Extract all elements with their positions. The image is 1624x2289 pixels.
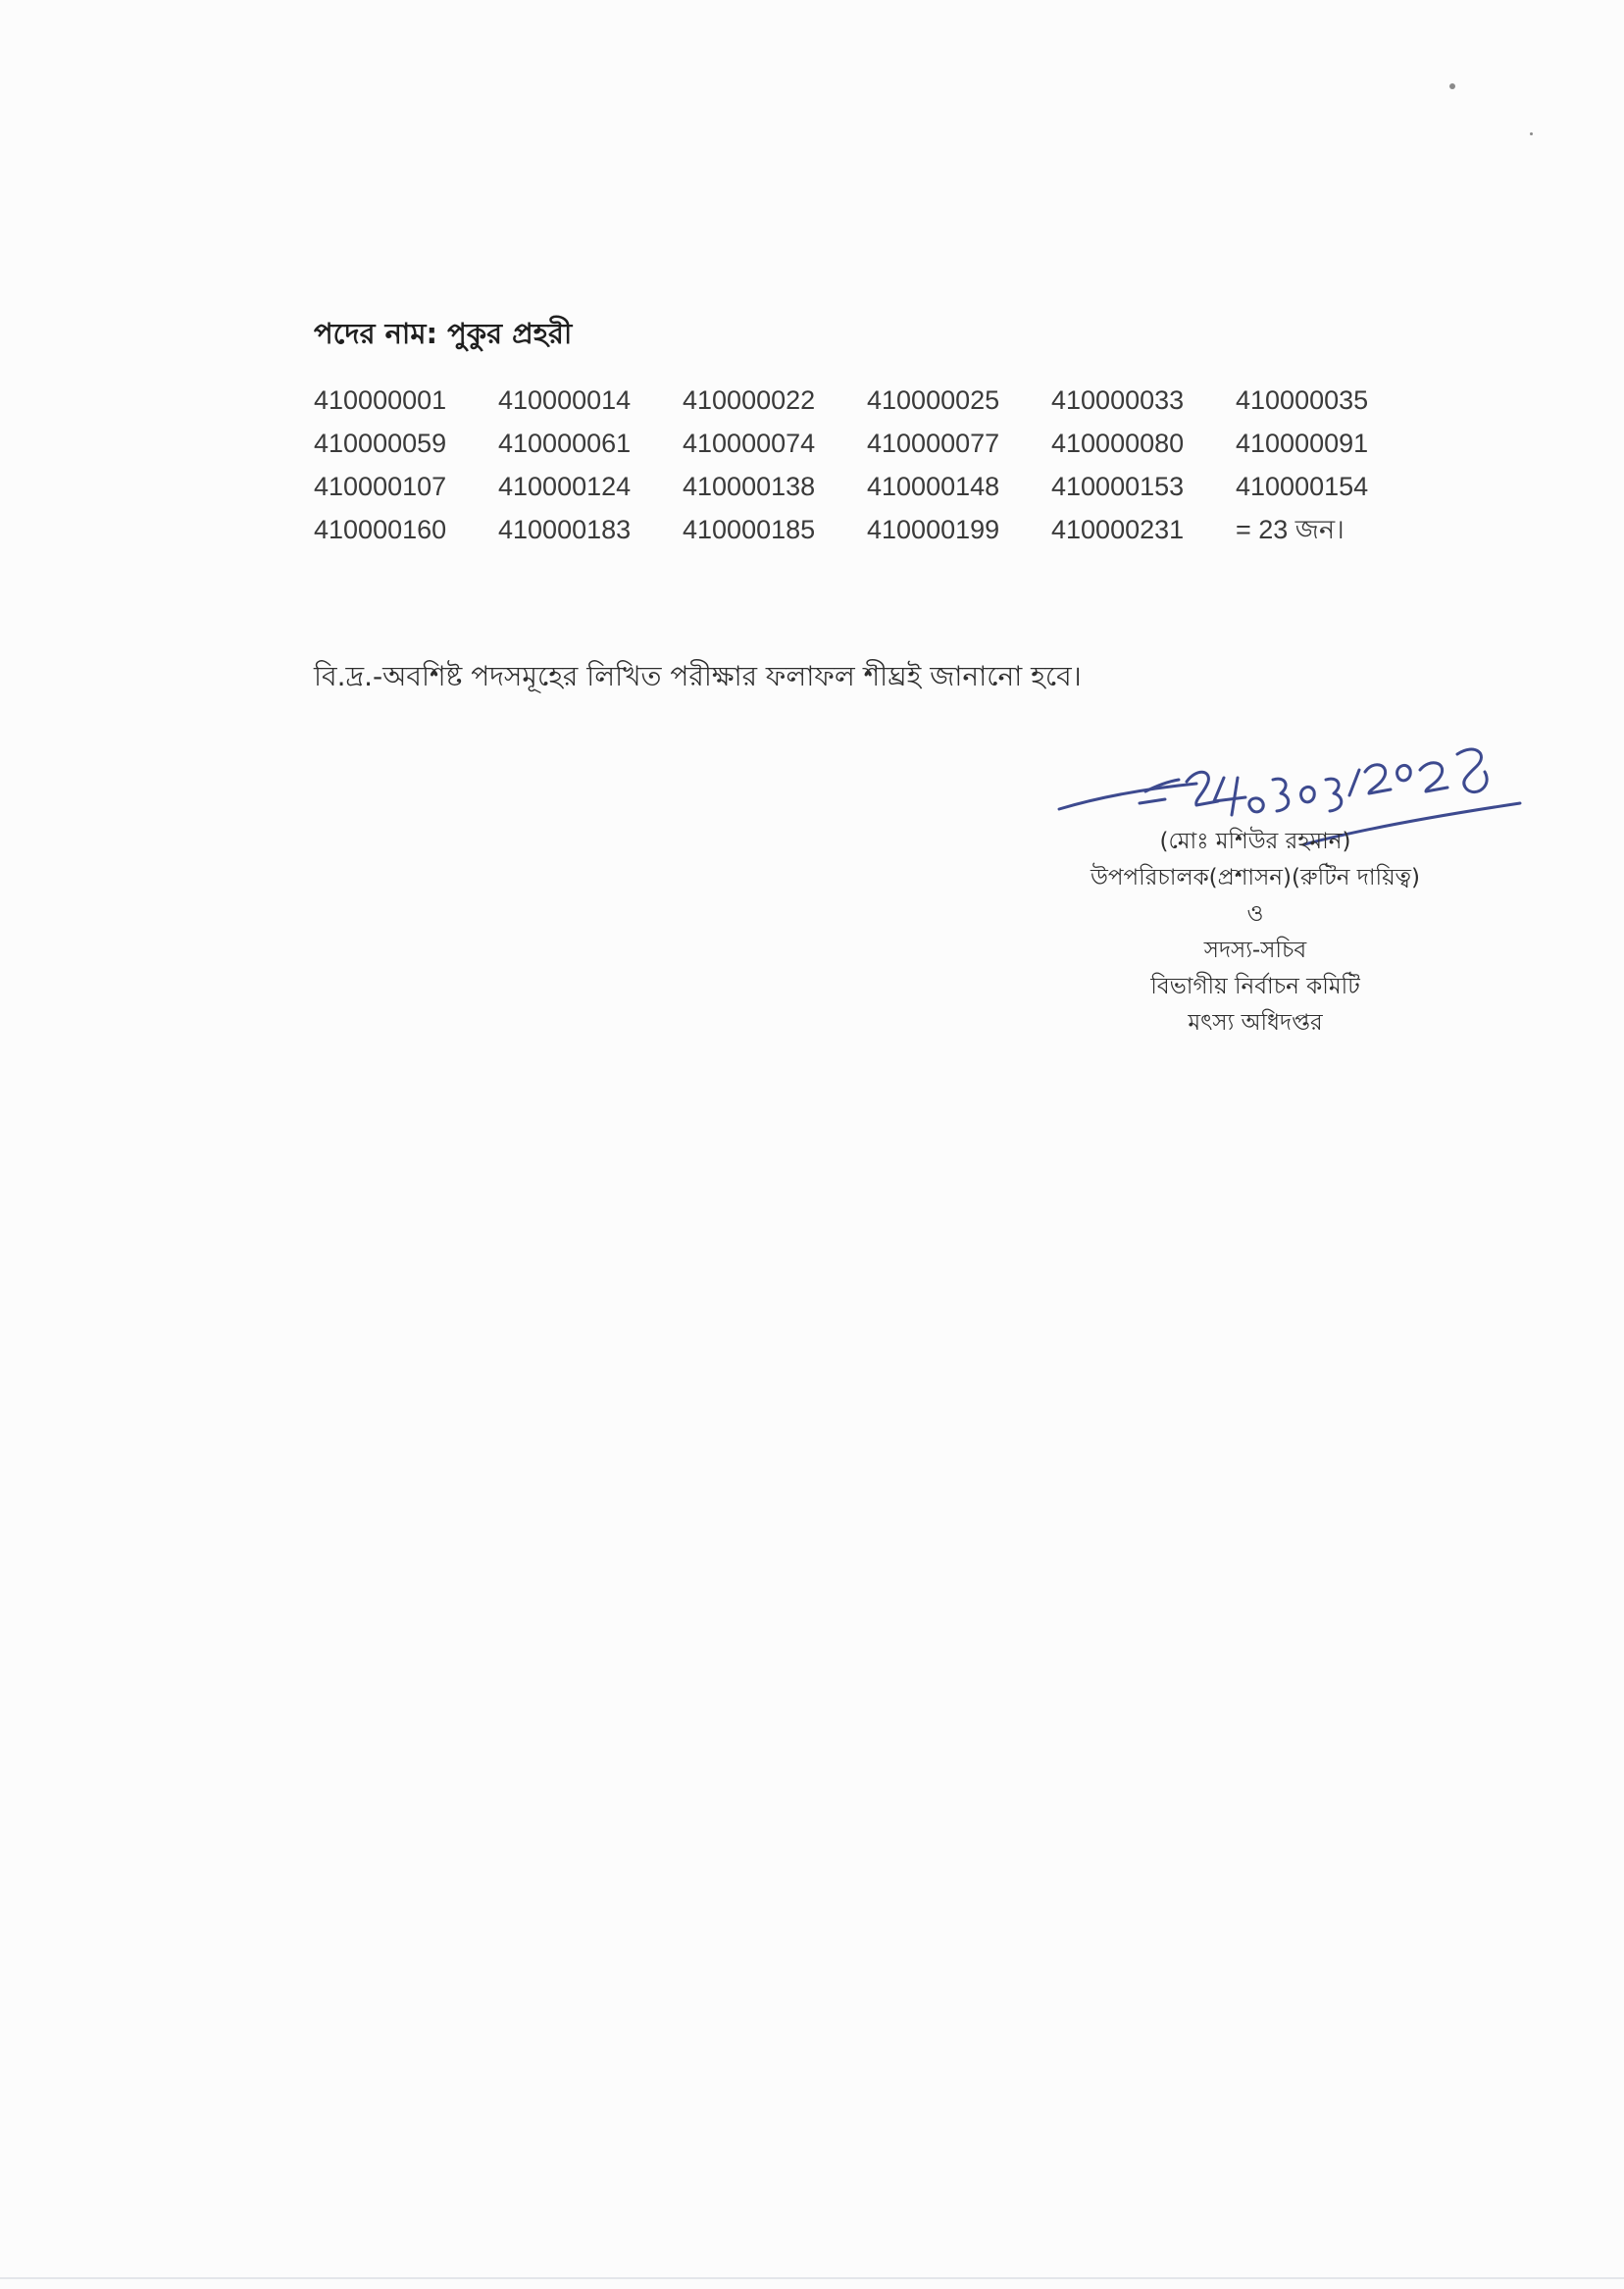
roll-number-cell: 410000199 <box>867 515 1000 544</box>
roll-number-cell: 410000091 <box>1236 429 1369 458</box>
roll-number-cell: 410000061 <box>498 429 632 458</box>
roll-number-cell: 410000153 <box>1051 472 1185 501</box>
roll-number-cell: 410000185 <box>683 515 816 544</box>
roll-number-cell: 410000231 <box>1051 515 1185 544</box>
roll-number-cell: 410000059 <box>314 429 447 458</box>
roll-number-cell: 410000107 <box>314 472 447 501</box>
signatory-conjunction: ও <box>1246 901 1264 927</box>
scan-speck <box>1449 83 1455 89</box>
roll-number-cell: 410000074 <box>683 429 816 458</box>
roll-number-cell: 410000160 <box>314 515 447 544</box>
roll-number-cell: 410000154 <box>1236 472 1369 501</box>
signatory-office: মৎস্য অধিদপ্তর <box>1188 1010 1323 1036</box>
page-bottom-edge <box>0 2277 1624 2279</box>
roll-number-cell: 410000124 <box>498 472 632 501</box>
roll-number-cell: 410000022 <box>683 385 816 415</box>
signatory-role: সদস্য-সচিব <box>1203 938 1307 963</box>
signatory-committee: বিভাগীয় নির্বাচন কমিটি <box>1150 974 1360 999</box>
roll-number-cell: 410000035 <box>1236 385 1369 415</box>
roll-number-cell: 410000080 <box>1051 429 1185 458</box>
scan-speck <box>1530 132 1533 135</box>
roll-number-cell: 410000148 <box>867 472 1000 501</box>
roll-number-cell: 410000077 <box>867 429 1000 458</box>
roll-number-cell: 410000183 <box>498 515 632 544</box>
footnote: বি.দ্র.-অবশিষ্ট পদসমূহের লিখিত পরীক্ষার ফলাফল শীঘ্রই জানানো হবে। <box>314 660 1082 692</box>
roll-number-cell: 410000025 <box>867 385 1000 415</box>
roll-number-cell: 410000138 <box>683 472 816 501</box>
post-title: পদের নাম: পুকুর প্রহরী <box>314 317 573 350</box>
roll-number-cell: 410000001 <box>314 385 447 415</box>
roll-number-cell: 410000033 <box>1051 385 1185 415</box>
roll-number-cell: 410000014 <box>498 385 632 415</box>
roll-number-table <box>314 379 1420 551</box>
roll-number-cell: = 23 জন। <box>1236 515 1345 544</box>
signatory-name: (মোঃ মশিউর রহমান) <box>1159 829 1351 854</box>
signatory-block <box>1040 824 1471 1042</box>
signatory-designation: উপপরিচালক(প্রশাসন)(রুটিন দায়িত্ব) <box>1091 865 1420 890</box>
